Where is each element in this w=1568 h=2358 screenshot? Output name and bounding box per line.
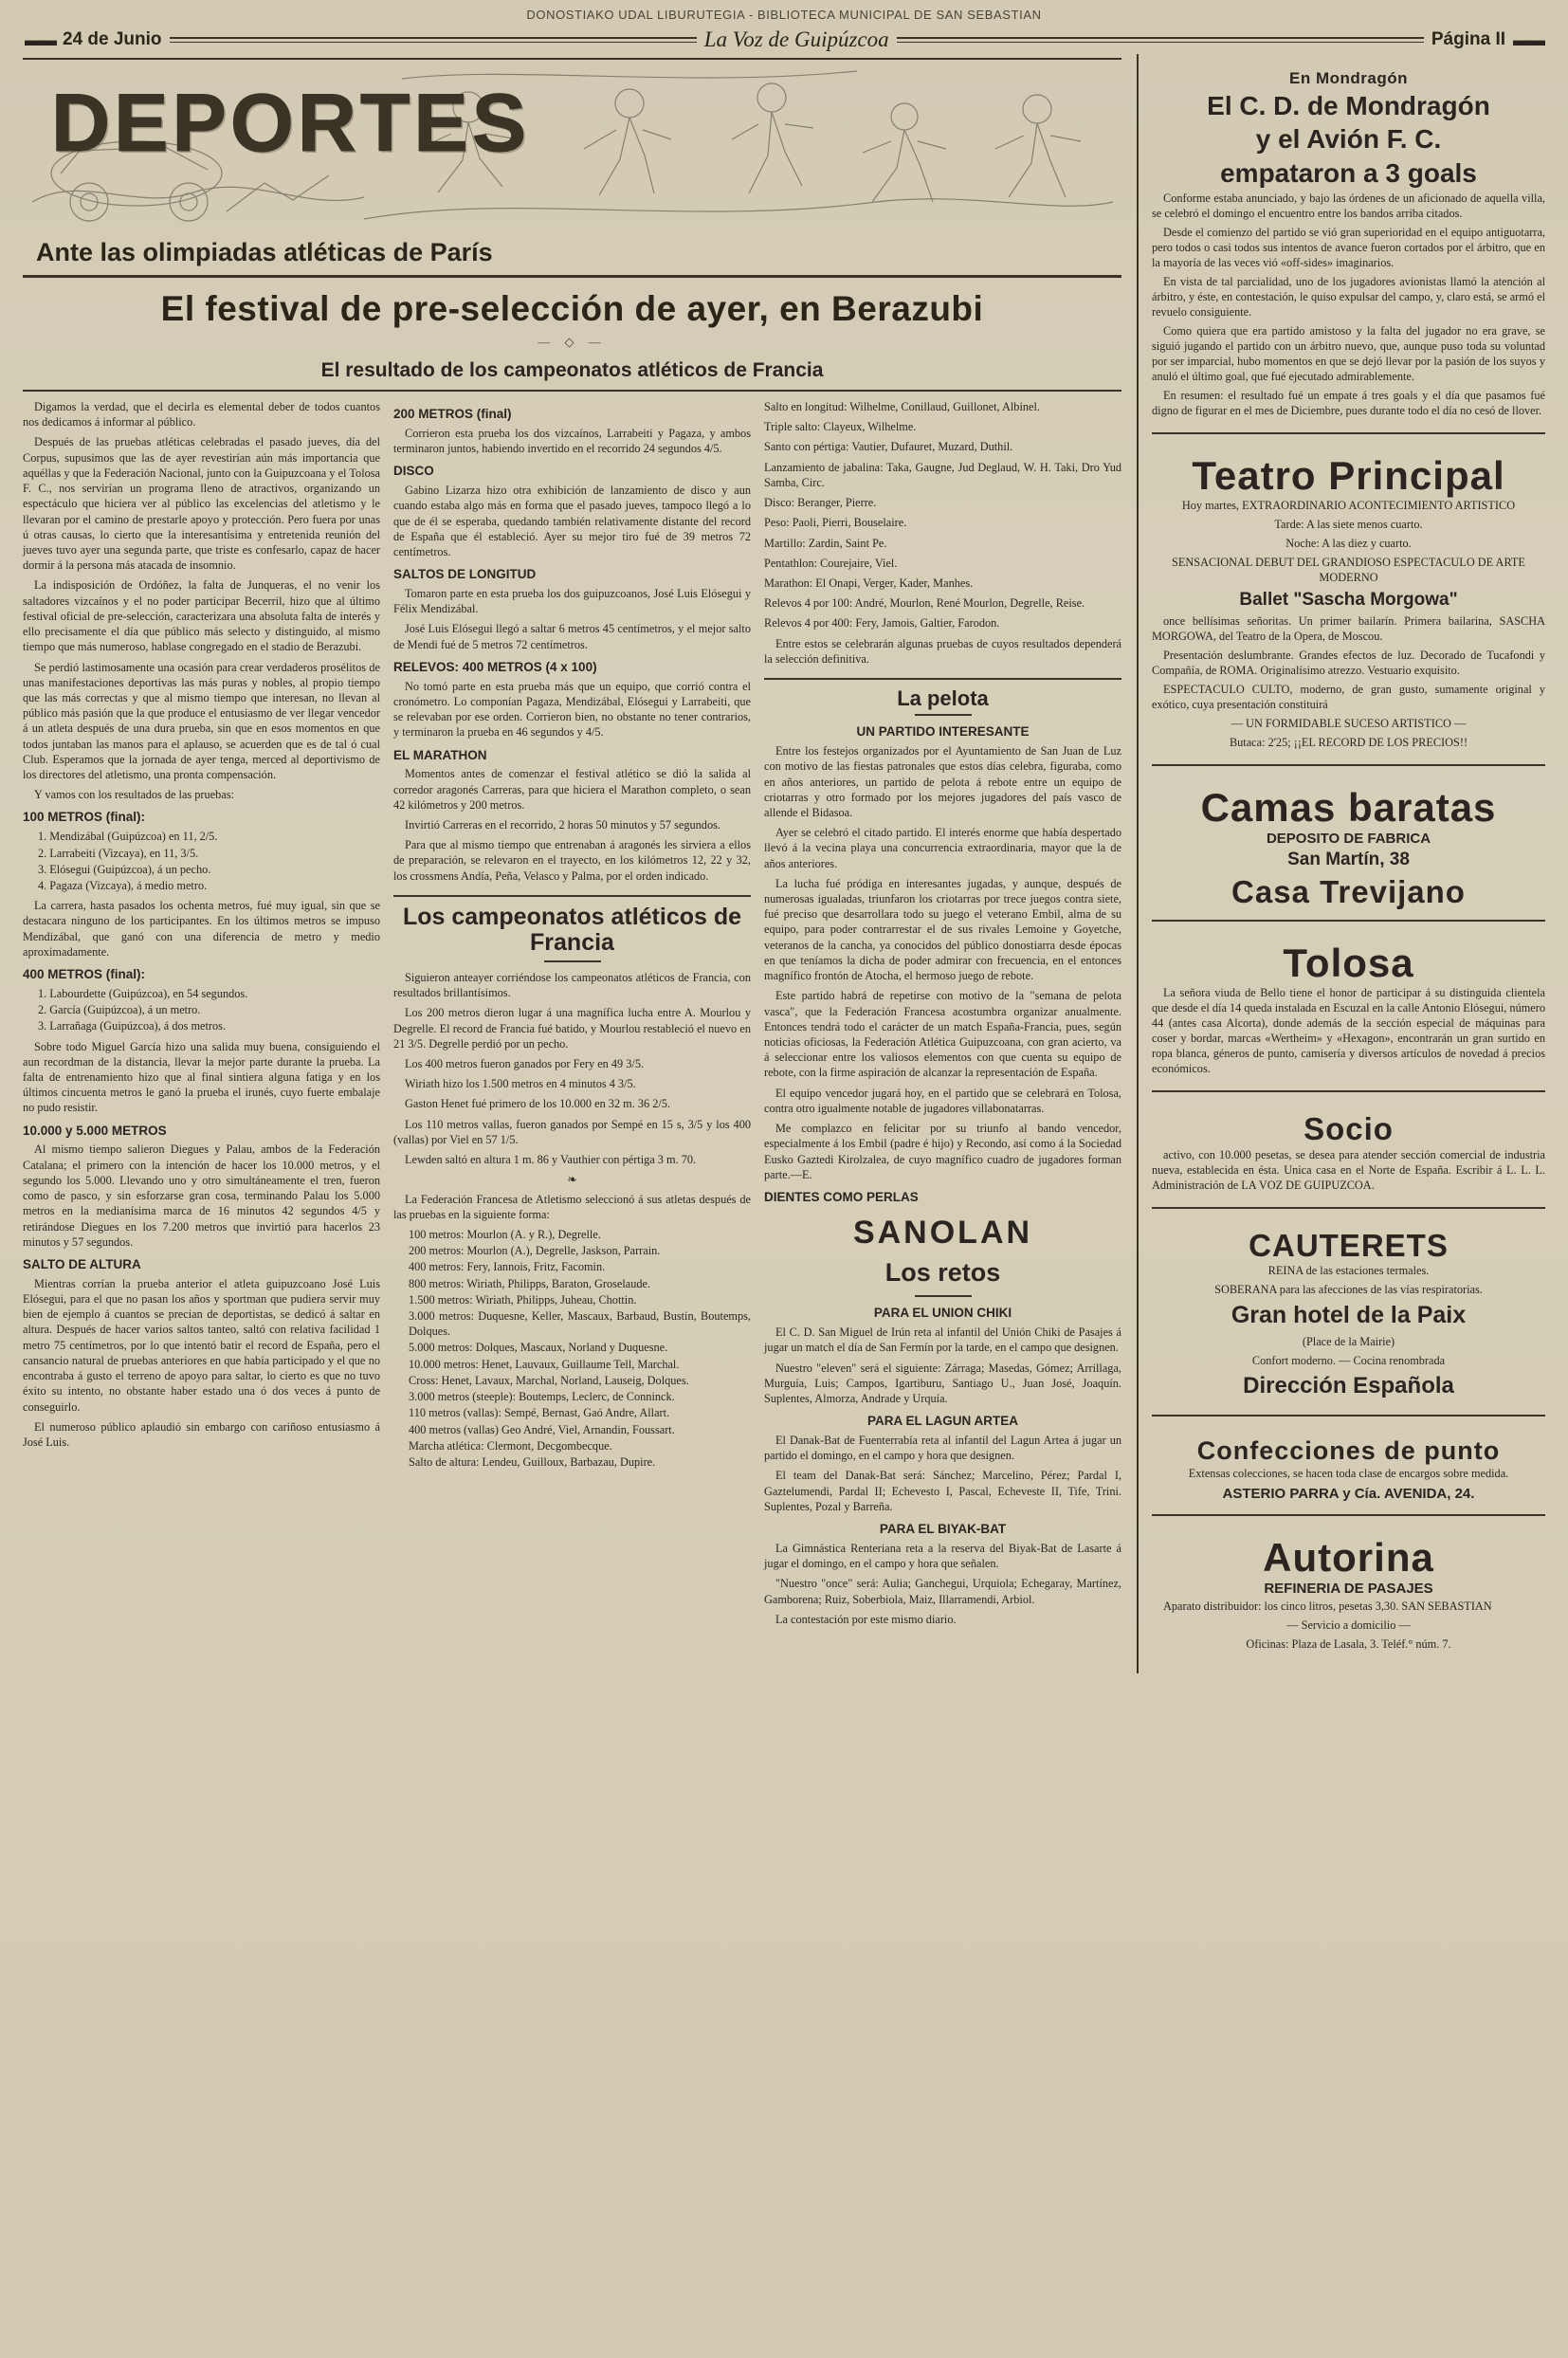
subhead-100m: 100 METROS (final): [23, 810, 146, 825]
paragraph: Después de las pruebas atléticas celebradas el pasado jueves, día del Corpus, supusimos que las de ayer revestirían aún más importancia que aquéllas y que la Federación Nacional, junto con la Guipuzcoana y el Tolosa F. C., nos servirían un programa lleno de atractivos, organizando un espectáculo que hiciera ver al público las excelencias del atletismo y le llevaran por el camino de prestarle apoyo y protección. Pero fuera por unas ú otras causas, lo cierto que la interesantísima y entretenida reunión del jueves tuvo ayer una segunda parte, que triste es confesarlo, capaz de hacer dormir á la persona más atacada de insomnio. [23, 435, 380, 573]
page-header-rule [0, 24, 1568, 54]
paragraph: Relevos 4 por 400: Fery, Jamois, Galtier, Farodon. [764, 616, 1000, 631]
paragraph: La lucha fué pródiga en interesantes jugadas, y aunque, después de numerosas igualadas, triunfaron los criotarras por trece juegos contra siete, fué preciso que desarrollara todo su juego el veterano Embil, alma de su equipo, para poder contrarrestar el de sus rivales Lemoine y Goyetche, veteranos de la cancha, ya conocidos del público donostiarra desde épocas en que teníamos la dicha de poder admirar con frecuencia, en el entonces magnífico frontón de Atocha, el hermoso juego de rebote. [764, 876, 1121, 983]
paragraph: La carrera, hasta pasados los ochenta metros, fué muy igual, sin que se destacara ninguno de los participantes. En los últimos metros se impuso Mendizábal, que ganó con una diferencia de metro y medio aproximadamente. [23, 899, 380, 959]
paragraph: Aparato distribuidor: los cinco litros, pesetas 3,30. SAN SEBASTIAN [1163, 1599, 1492, 1613]
paragraph: Invirtió Carreras en el recorrido, 2 horas 50 minutos y 57 segundos. [405, 818, 720, 832]
right-dash-ornament: ▬▬ [1513, 29, 1544, 49]
teatro-line: once bellísimas señoritas. Un primer bailarín. Primera bailarina, SASCHA MORGOWA, del Teatro de la Opera, de Moscou. [1152, 613, 1545, 643]
paragraph: Gabino Lizarza hizo otra exhibición de lanzamiento de disco y aun cuando estaba algo más en forma que el pasado jueves, tampoco llegó a lo que de él se esperaba, quedando también relativamente distante del record de España que él estableció. Ayer su mejor tiro fué de 39 metros 72 centímetros. [393, 484, 751, 558]
paragraph: Al mismo tiempo salieron Diegues y Palau, ambos de la Federación Catalana; el primero con la intención de hacer los 10.000 metros, y el segundo los 5.000. Llevando uno y otro simultáneamente el tren, fueron como de pasco, y sin esforzarse gran cosa, terminando Palau los 5.000 metros en la medianísima marca de 16 minutos 42 segundos 4/5 y retirándose Diegues en los 7.200 metros que invirtió para hacerlos 23 minutos y 57 segundos. [23, 1142, 380, 1249]
list-item: 3.000 metros (steeple): Boutemps, Leclerc, de Conninck. [409, 1390, 675, 1404]
paragraph: El numeroso público aplaudió sin embargo con cariñoso entusiasmo á José Luis. [23, 1419, 380, 1449]
cauterets-line: Confort moderno. — Cocina renombrada [1251, 1354, 1446, 1368]
paragraph: El team del Danak-Bat será: Sánchez; Marcelino, Pérez; Pardal I, Gaztelumendi, Pardal II; Echevesto I, Pascal, Echeveste II, Tife, Trini. Suplentes, Pozal y Barreña. [764, 1469, 1121, 1513]
autorina-title: Autorina [1263, 1534, 1434, 1580]
left-dash-ornament: ▬▬ [25, 29, 55, 49]
camas-shop-name: Casa Trevijano [1231, 873, 1466, 909]
subhead-lagun-artea: PARA EL LAGUN ARTEA [866, 1414, 1018, 1429]
paragraph: No tomó parte en esta prueba más que un equipo, que corrió contra el cronómetro. Lo componían Pagaza, Mendizábal, Elósegui y Larrabeiti, que se relevaban por ese orden. Corrieron bien, no obstante no tener contrarios, y terminaron la prueba en 46 segundos y 4/5. [393, 679, 751, 740]
tolosa-title: Tolosa [1283, 941, 1414, 986]
ad-autorina[interactable] [1152, 1524, 1545, 1666]
subhead-relevos: RELEVOS: 400 METROS (4 x 100) [393, 659, 597, 674]
subhead-marathon: EL MARATHON [393, 747, 487, 762]
paragraph: El equipo vencedor jugará hoy, en el partido que se celebrará en Tolosa, contra otro igualmente notable de jugadores villabonatarras. [764, 1086, 1121, 1115]
small-ornament: ❧ [567, 1173, 577, 1187]
subhead-10000m: 10.000 y 5.000 METROS [23, 1123, 167, 1138]
section-rule [915, 714, 972, 716]
cauterets-line: SOBERANA para las afecciones de las vías respiratorias. [1214, 1283, 1483, 1297]
paragraph: Marathon: El Onapi, Verger, Kader, Manhes. [764, 576, 974, 590]
list-item: 800 metros: Wiriath, Philipps, Baraton, Groselaude. [409, 1276, 651, 1290]
paragraph: La contestación por este mismo diario. [775, 1612, 957, 1626]
ad-tolosa[interactable] [1152, 929, 1545, 1092]
socio-title: Socio [1304, 1111, 1394, 1147]
confecciones-title: Confecciones de punto [1196, 1436, 1501, 1466]
camas-address: San Martín, 38 [1287, 849, 1410, 869]
paragraph: Momentos antes de comenzar el festival atlético se dió la salida al corredor aragonés Carreras, para que hiciera el Marathon completo, o sean 42 kilómetros y 200 metros. [393, 767, 751, 812]
library-stamp: DONOSTIAKO UDAL LIBURUTEGIA - BIBLIOTECA MUNICIPAL DE SAN SEBASTIAN [526, 8, 1042, 22]
column-1 [23, 399, 380, 1632]
subhead-union-chiki: PARA EL UNION CHIKI [873, 1306, 1012, 1321]
paragraph: Entre los festejos organizados por el Ayuntamiento de San Juan de Luz con motivo de las fiestas patronales que estos días celebra, figuraba, como en años anteriores, un partido de pelota á rebote entre un equipo de criotarras y otro formado por los mejores jugadores del país vasco de allende el Bidasoa. [764, 744, 1121, 819]
paragraph: Martillo: Zardin, Saint Pe. [764, 536, 887, 550]
ad-cauterets[interactable] [1152, 1216, 1545, 1417]
list-item: 400 metros (vallas) Geo André, Viel, Arnandin, Foussart. [409, 1422, 675, 1436]
paragraph: Mientras corrían la prueba anterior el atleta guipuzcoano José Luis Elósegui, para el que no pasan los años y sportman que pudiera servir muy bien de ejemplo á cuantos se precian de deportistas, se dedicó á saltar en altura. Después de hacer varios saltos tanteo, saltó con relativa facilidad 1 metro 75 centímetros, por lo que intentó batir el record de España, pero el cansancio natural de pruebas anteriores en que había participado y el que no encontraba á gusto el terreno de apoyo para saltar, lo cierto es que no tuvo éxito su intento, no obstante haber estado una ó dos veces á punto de conseguirlo. [23, 1276, 380, 1414]
paragraph: Extensas colecciones, se hacen toda clase de encargos sobre medida. [1188, 1466, 1509, 1480]
paragraph: Salto en longitud: Wilhelme, Conillaud, Guillonet, Albinel. [764, 400, 1040, 413]
kicker-headline: Ante las olimpiadas atléticas de París [23, 232, 1121, 278]
section-rule [915, 1295, 972, 1297]
column-2 [393, 399, 751, 1632]
teatro-line: Presentación deslumbrante. Grandes efectos de luz. Decorado de Tucafondi y Compañía, de ROMA. Originalísimo atrezzo. Vestuario exquisito. [1152, 648, 1545, 677]
paragraph: Santo con pértiga: Vautier, Dufauret, Muzard, Duthil. [764, 440, 1013, 454]
mondragon-title-2: y el Avión F. C. [1255, 124, 1442, 155]
section-los-retos: Los retos [884, 1257, 1001, 1287]
teatro-line: — UN FORMIDABLE SUCESO ARTISTICO — [1231, 716, 1467, 730]
list-item: 1. Mendizábal (Guipúzcoa) en 11, 2/5. [38, 830, 218, 844]
paragraph: Triple salto: Clayeux, Wilhelme. [764, 420, 917, 434]
section-la-pelota: La pelota [764, 678, 1121, 710]
ad-socio[interactable] [1152, 1100, 1545, 1209]
autorina-subtitle: REFINERIA DE PASAJES [1264, 1580, 1433, 1597]
cauterets-hotel: Gran hotel de la Paix [1231, 1302, 1467, 1329]
paragraph: Como quiera que era partido amistoso y la falta del jugador no era grave, se siguió jugando el partido con un árbitro nuevo, que, aunque puso toda su voluntad por ser imparcial, hubo momentos en que se dejó llevar por la pasión de los suyos y anuló el último goal, que fué ejecutado admirablemente. [1152, 323, 1545, 383]
ad-mondragon [1152, 54, 1545, 434]
paragraph: Sobre todo Miguel García hizo una salida muy buena, consiguiendo el aun recordman de la distancia, llevar la mejor parte durante la prueba. La falta de entrenamiento hizo que al final sintiera alguna fatiga y en los últimos cincuenta metros le ganó la prueba el irunés, cuyo fuerte embalaje no pudo resistir. [23, 1039, 380, 1115]
paragraph: La Gimnástica Renteriana reta a la reserva del Biyak-Bat de Lasarte á jugar el domingo, en el campo y hora que señalen. [764, 1541, 1121, 1571]
results-400m [23, 986, 380, 1034]
paragraph: Peso: Paoli, Pierri, Bouselaire. [764, 516, 907, 530]
paragraph: Se perdió lastimosamente una ocasión para crear verdaderos prosélitos de unas manifestaciones deportivas las más puras y nobles, al propio tiempo que las más correctas y que al mismo tiempo que interesan, no llevan al público más pasión que la que produce el entusiasmo de ver llegar vencedor á un atleta después de una dura prueba, sin que en esos momentos en que todos juntaban las manos para el aplauso, se acuerden que es de tal ó cual Club. Esperamos que la jornada de ayer tenga, merced al deportivismo de los directores del atletismo, una pronta compensación. [23, 660, 380, 782]
paragraph: Siguieron anteayer corriéndose los campeonatos atléticos de Francia, con resultados brillantísimos. [393, 970, 751, 1000]
list-item: 3.000 metros: Duquesne, Keller, Mascaux, Barbaud, Bustin, Boutemps, Dolques. [409, 1309, 751, 1339]
paragraph: Lewden saltó en altura 1 m. 86 y Vauthier con pértiga 3 m. 70. [405, 1153, 697, 1167]
main-headline: El festival de pre-selección de ayer, en Berazubi [160, 289, 984, 328]
paragraph: En resumen: el resultado fué un empate á tres goals y el día que pasamos fué digno de figurar en el mes de Diciembre, pues durante todo el día no cesó de llover. [1152, 388, 1545, 417]
list-item: 200 metros: Mourlon (A.), Degrelle, Jaskson, Parrain. [409, 1244, 661, 1258]
paragraph: "Nuestro "once" será: Aulia; Ganchegui, Urquiola; Echegaray, Martínez, Gamborena; Ruiz, Soberbiola, Maiz, Illarramendi, Arbiol. [764, 1577, 1121, 1606]
list-item: 2. García (Guipúzcoa), á un metro. [38, 1003, 201, 1017]
teatro-line: Hoy martes, EXTRAORDINARIO ACONTECIMIENTO ARTISTICO [1181, 498, 1516, 512]
list-item: 10.000 metros: Henet, Lauvaux, Guillaume Tell, Marchal. [409, 1357, 680, 1371]
subhead-salto-longitud: SALTOS DE LONGITUD [393, 567, 537, 582]
ad-teatro-principal[interactable] [1152, 442, 1545, 766]
teatro-title: Teatro Principal [1192, 452, 1505, 498]
camas-title: Camas baratas [1200, 784, 1497, 830]
column-3 [764, 399, 1121, 1632]
list-item: 4. Pagaza (Vizcaya), á medio metro. [38, 878, 208, 892]
results-100m [23, 829, 380, 893]
deportes-banner [23, 58, 1121, 230]
paragraph: Relevos 4 por 100: André, Mourlon, René Mourlon, Degrelle, Reise. [764, 596, 1085, 611]
cauterets-line: (Place de la Mairie) [1302, 1335, 1395, 1349]
cauterets-title: CAUTERETS [1249, 1227, 1449, 1263]
mondragon-title-3: empataron a 3 goals [1220, 157, 1477, 188]
paragraph: José Luis Elósegui llegó a saltar 6 metros 45 centímetros, y el mejor salto de Mendi fué de 5 metros 72 centímetros. [393, 622, 751, 651]
paper-name: La Voz de Guipúzcoa [703, 27, 889, 51]
list-item: 1. Labourdette (Guipúzcoa), en 54 segundos. [38, 986, 248, 1000]
confecciones-address: ASTERIO PARRA y Cía. AVENIDA, 24. [1222, 1485, 1475, 1502]
paragraph: En vista de tal parcialidad, uno de los jugadores avionistas llamó la atención al árbitro, y éste, en contestación, le quiso expulsar del campo, y, claro está, se armó el revuelo consiguiente. [1152, 275, 1545, 319]
paragraph: activo, con 10.000 pesetas, se desea para atender sección comercial de industria nueva, establecida en ésta. Unica casa en el Norte de España. Escribir á L. L. L. Administración de LA VOZ DE GUIPUZCOA. [1152, 1147, 1545, 1192]
ad-camas-baratas[interactable] [1152, 774, 1545, 923]
paragraph: Disco: Beranger, Pierre. [764, 496, 877, 510]
paragraph: La señora viuda de Bello tiene el honor de participar á su distinguida clientela que desde el día 14 queda instalada en Escuzal en la calle Antonio Elósegui, número 44 (antes casa Alcorta), donde además de la sección especial de máquinas para coser y bordar, marcas «Wertheim» y «Hexagon», encontrarán un gran surtido en ropa blanca, géneros de punto, camisería y diversos artículos de novedad á precios económicos. [1152, 986, 1545, 1076]
sub-headline: El resultado de los campeonatos atléticos de Francia [23, 356, 1121, 392]
paragraph: Me complazco en felicitar por su triunfo al bando vencedor, especialmente á los Embil (padre é hijo) y Recondo, así como á la Sociedad Eusko Gaztedi Kirolzalea, de cuyo magnífico cuadro de jugadores forman parte.—E. [764, 1122, 1121, 1181]
paragraph: La Federación Francesa de Atletismo seleccionó á sus atletas después de las pruebas en la siguiente forma: [393, 1192, 751, 1221]
mondragon-title-1: El C. D. de Mondragón [1207, 91, 1490, 120]
teatro-line: ESPECTACULO CULTO, moderno, de gran gusto, sumamente original y exótico, cuya presentación constituirá [1152, 682, 1545, 711]
paragraph: Lanzamiento de jabalina: Taka, Gaugne, Jud Deglaud, W. H. Taki, Dro Yud Samba, Circ. [764, 460, 1121, 489]
list-item: 5.000 metros: Dolques, Mascaux, Norland y Duquesne. [409, 1341, 668, 1355]
deportes-title: DEPORTES [51, 78, 531, 169]
paragraph: Este partido habrá de repetirse con motivo de la "semana de pelota vasca", que la Federación Francesa acostumbra organizar anualmente. Entonces tendrá todo el carácter de un match España-Francia, pues, según noticias oficiosas, la Federación Atlética Guipuzcoana, con gran acierto, va á seleccionar entre los valiosos elementos con que cuenta su equipo de rebote, con la firme aspiración de alcanzar la representación de España. [764, 989, 1121, 1080]
paragraph: La indisposición de Ordóñez, la falta de Junqueras, el no venir los saltadores vizcaínos y el no poder participar Becerril, hizo que al último festival oficial de pre-selección, caracterizara una absoluta falta de interés y ello precisamente el día que público más selecto y distinguido, al mismo tiempo que más numeroso, hablase congregado en el stadio de Berazubi. [23, 578, 380, 654]
advertisement-column [1137, 54, 1545, 1673]
list-item: Marcha atlética: Clermont, Decgombecque. [409, 1438, 612, 1453]
french-selection-list [393, 1227, 751, 1470]
teatro-line: Tarde: A las siete menos cuarto. [1274, 517, 1423, 531]
paragraph: Ayer se celebró el citado partido. El interés enorme que había despertado llevó á la vecina playa una concurrencia extraordinaria, mayor que la de años anteriores. [764, 826, 1121, 870]
paragraph: El C. D. San Miguel de Irún reta al infantil del Unión Chiki de Pasajes á jugar un match el día de San Fermín por la tarde, en el campo que designen. [764, 1325, 1121, 1355]
cauterets-line: REINA de las estaciones termales. [1267, 1264, 1430, 1278]
list-item: 3. Elósegui (Guipúzcoa), á un pecho. [38, 862, 211, 876]
list-item: 110 metros (vallas): Sempé, Bernast, Gaó Andre, Allart. [409, 1406, 670, 1420]
subhead-disco: DISCO [393, 464, 434, 479]
paragraph: Nuestro "eleven" será el siguiente: Zárraga; Masedas, Gómez; Arrillaga, Murguía, Luis; Campos, Igartiburu, Santiago U., Juan José, Joaquín. Suplentes, Almorza, Andrade y Urquía. [764, 1361, 1121, 1405]
list-item: Salto de altura: Lendeu, Guilloux, Barbazau, Dupire. [409, 1455, 656, 1469]
issue-date: 24 de Junio [63, 29, 162, 49]
subhead-200m: 200 METROS (final) [393, 407, 512, 421]
paragraph: Corrieron esta prueba los dos vizcaínos, Larrabeiti y Pagaza, y ambos terminaron juntos, habiendo invertido en el recorrido 24 segundos 4/5. [393, 426, 751, 456]
list-item: 2. Larrabeiti (Vizcaya), en 11, 3/5. [38, 846, 199, 860]
list-item: Cross: Henet, Lavaux, Marchal, Norland, Lauseig, Dolques. [409, 1373, 689, 1387]
list-item: 3. Larrañaga (Guipúzcoa), á dos metros. [38, 1019, 227, 1033]
subhead-biyak-bat: PARA EL BIYAK-BAT [879, 1522, 1007, 1537]
paragraph: Los 110 metros vallas, fueron ganados por Sempé en 15 s, 3/5 y los 400 (vallas) por Viel en 57 1/5. [393, 1117, 751, 1146]
paragraph: Y vamos con los resultados de las pruebas: [34, 788, 234, 802]
paragraph: Conforme estaba anunciado, y bajo las órdenes de un aficionado de aquella villa, se celebró el domingo el encuentro entre los bandos arriba citados. [1152, 192, 1545, 221]
page-number: Página II [1431, 29, 1506, 49]
ad-confecciones-punto[interactable] [1152, 1424, 1545, 1515]
subhead-400m: 400 METROS (final): [23, 967, 146, 982]
paragraph: Oficinas: Plaza de Lasala, 3. Teléf.° núm. 7. [1246, 1636, 1451, 1651]
paragraph: Los 400 metros fueron ganados por Fery en 49 3/5. [405, 1056, 645, 1070]
article-columns [23, 399, 1121, 1632]
rule-right [897, 37, 1424, 43]
teatro-ballet-name: Ballet "Sascha Morgowa" [1239, 589, 1458, 610]
cauterets-direccion: Dirección Española [1243, 1373, 1454, 1399]
paragraph: Los 200 metros dieron lugar á una magnífica lucha entre A. Mourlou y Degrelle. El record de Francia fué batido, y Mourlou restableció el nuevo en 21 3/5. Degrelle perdió por un pecho. [393, 1006, 751, 1051]
main-content [23, 54, 1121, 1673]
mondragon-kicker: En Mondragón [1289, 69, 1408, 87]
paragraph: Wiriath hizo los 1.500 metros en 4 minutos 4 3/5. [405, 1077, 636, 1091]
paragraph: Para que al mismo tiempo que entrenaban á aragonés les sirviera a ellos de preparación, se relevaron en el trayecto, en los kilómetros 12, 22 y 32, los crossmens Andía, Peña, Velasco y Palma, por el orden indicado. [393, 838, 751, 883]
list-item: 400 metros: Fery, Iannois, Fritz, Facomin. [409, 1260, 606, 1274]
paragraph: Tomaron parte en esta prueba los dos guipuzcoanos, José Luis Elósegui y Félix Mendizábal. [393, 586, 751, 616]
list-item: 100 metros: Mourlon (A. y R.), Degrelle. [409, 1227, 601, 1241]
paragraph: Entre estos se celebrarán algunas pruebas de cuyos resultados dependerá la selección definitiva. [764, 636, 1121, 666]
paragraph: Digamos la verdad, que el decirla es elemental deber de todos cuantos nos dedicamos á informar al público. [23, 400, 380, 430]
subhead-partido-interesante: UN PARTIDO INTERESANTE [856, 724, 1030, 740]
paragraph: Desde el comienzo del partido se vió gran superioridad en el equipo antiguotarra, pero todos o casi todos sus intentos de avance fueron cortados por el árbitro, que en la mayoría de las veces vió «off-sides» imaginarios. [1152, 226, 1545, 270]
teatro-price: Butaca: 2'25; ¡¡EL RECORD DE LOS PRECIOS!! [1229, 735, 1468, 749]
ornament-divider: — ◇ — [538, 335, 607, 349]
rule-left [170, 37, 697, 43]
teatro-line: SENSACIONAL DEBUT DEL GRANDIOSO ESPECTACULO DE ARTE MODERNO [1172, 555, 1525, 584]
subhead-salto-altura: SALTO DE ALTURA [23, 1256, 141, 1271]
teatro-line: Noche: A las diez y cuarto. [1285, 536, 1412, 550]
paragraph: Pentathlon: Courejaire, Viel. [764, 556, 898, 570]
paragraph: El Danak-Bat de Fuenterrabía reta al infantil del Lagun Artea á jugar un partido el domingo, en el campo y hora que designen. [764, 1434, 1121, 1463]
camas-line: DEPOSITO DE FABRICA [1266, 830, 1431, 847]
ad-dientes-como-perlas: DIENTES COMO PERLAS [764, 1189, 919, 1204]
paragraph: — Servicio a domicilio — [1286, 1618, 1411, 1632]
list-item: 1.500 metros: Wiriath, Philipps, Juheau, Chottin. [409, 1292, 637, 1307]
section-rule [544, 960, 601, 962]
ad-sanolan-brand: SANOLAN [852, 1214, 1033, 1251]
section-campeonatos-francia: Los campeonatos atléticos de Francia [393, 895, 751, 957]
paragraph: Gaston Henet fué primero de los 10.000 en 32 m. 36 2/5. [405, 1097, 671, 1111]
